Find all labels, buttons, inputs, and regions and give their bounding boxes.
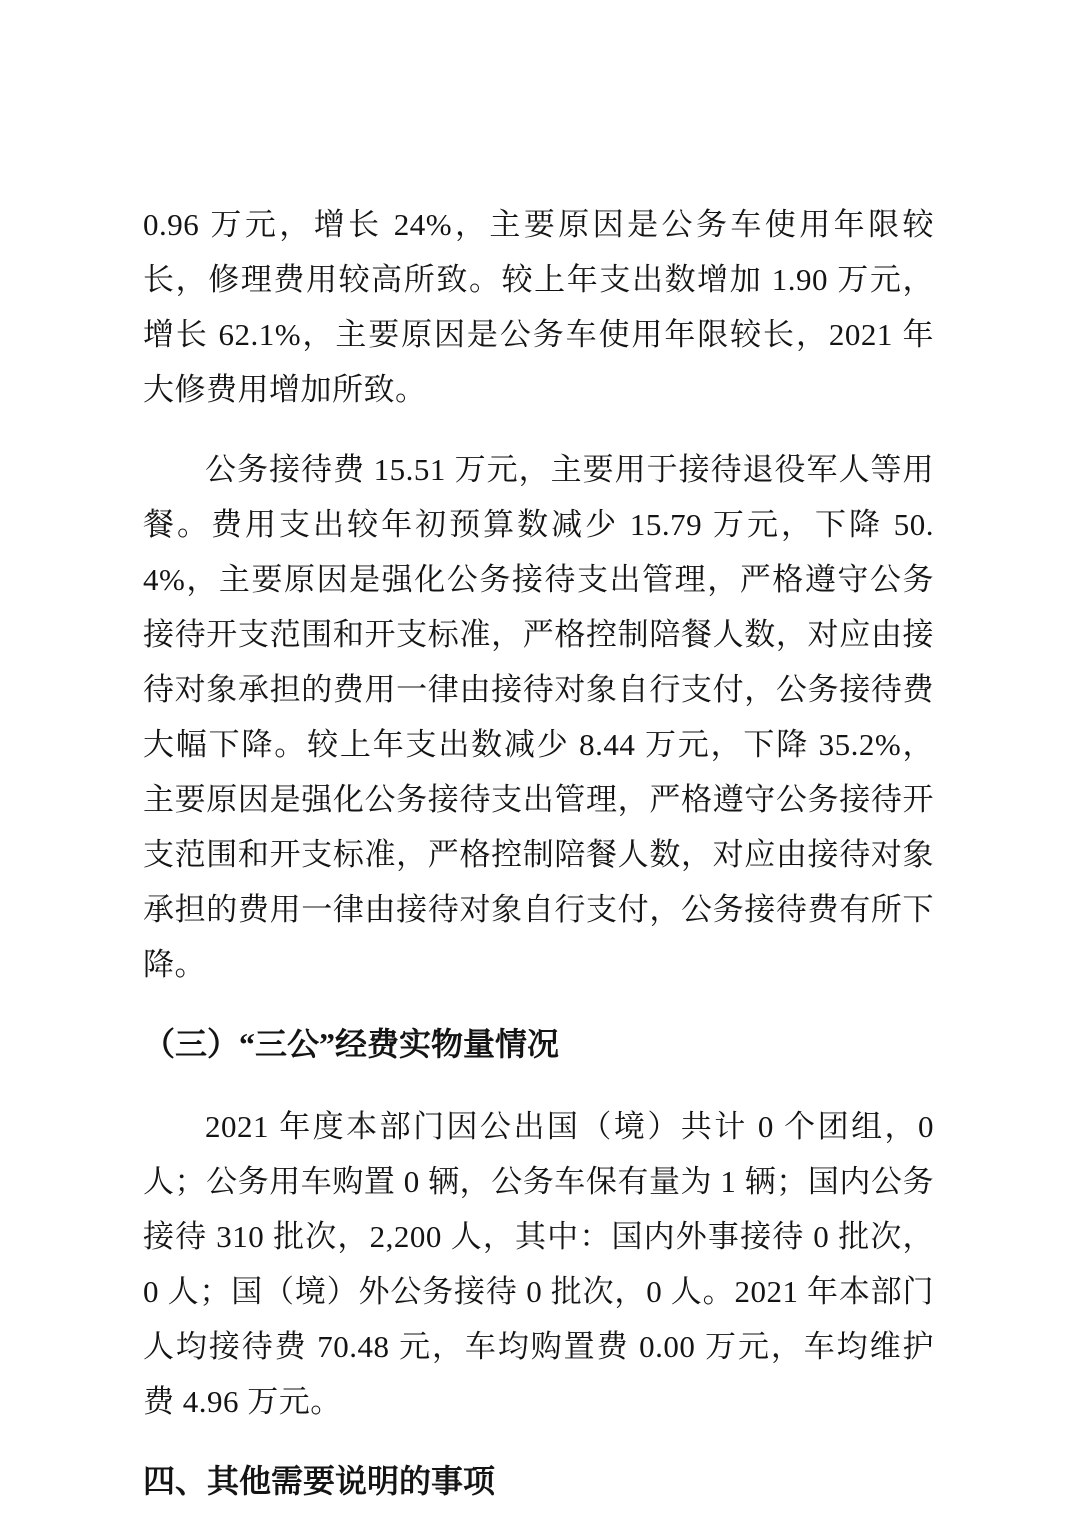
heading-other-matters: 四、其他需要说明的事项 [143, 1463, 496, 1499]
heading-three-public-funds-physical-quantity: （三）“三公”经费实物量情况 [143, 1026, 560, 1062]
paragraph-vehicle-maintenance-continuation: 0.96 万元，增长 24%，主要原因是公务车使用年限较长，修理费用较高所致。较上年支出数增加 1.90 万元，增长 62.1%，主要原因是公务车使用年限较长，2021 年大修费用增加所致。 [143, 207, 934, 407]
paragraph-physical-quantity-details: 2021 年度本部门因公出国（境）共计 0 个团组，0 人；公务用车购置 0 辆，公务车保有量为 1 辆；国内公务接待 310 批次，2,200 人，其中：国内外事接待 0 批次，0 人；国（境）外公务接待 0 批次，0 人。2021 年本部门人均接待费 70.48 元，车均购置费 0.00 万元，车均维护费 4.96 万元。 [143, 1109, 934, 1419]
paragraph-official-reception-expense: 公务接待费 15.51 万元，主要用于接待退役军人等用餐。费用支出较年初预算数减少 15.79 万元，下降 50.4%，主要原因是强化公务接待支出管理，严格遵守公务接待开支范围和开支标准，严格控制陪餐人数，对应由接待对象承担的费用一律由接待对象自行支付，公务接待费大幅下降。较上年支出数减少 8.44 万元，下降 35.2%，主要原因是强化公务接待支出管理，严格遵守公务接待开支范围和开支标准，严格控制陪餐人数，对应由接待对象承担的费用一律由接待对象自行支付，公务接待费有所下降。 [143, 452, 934, 982]
